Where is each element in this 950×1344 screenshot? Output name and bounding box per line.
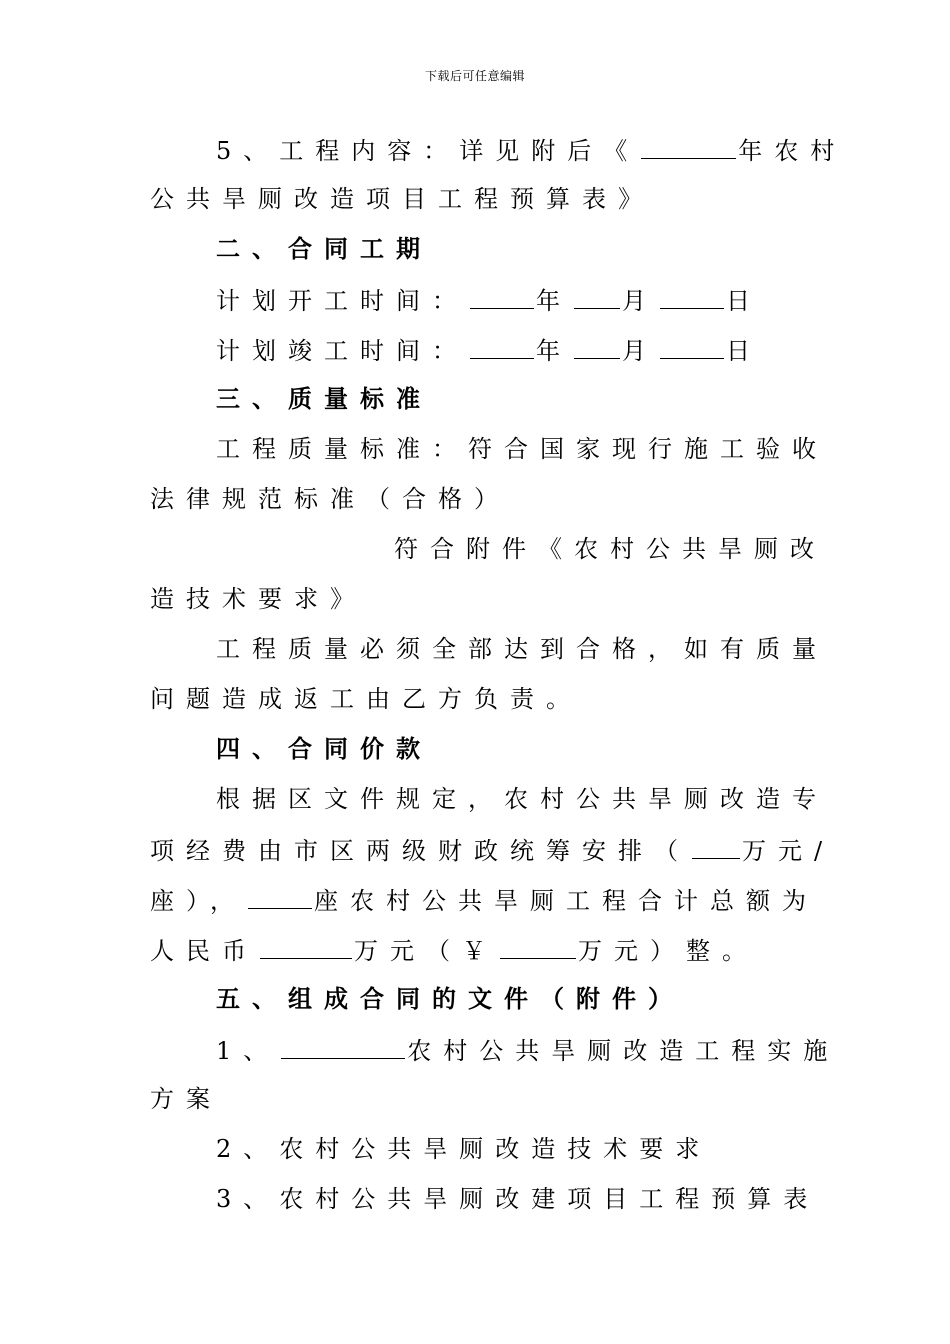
day-label: 日 bbox=[726, 337, 762, 365]
price-para-line1: 根据区文件规定，农村公共旱厕改造专 bbox=[216, 785, 828, 813]
attachment-item3: 3、农村公共旱厕改建项目工程预算表 bbox=[216, 1185, 820, 1213]
start-date-line bbox=[216, 284, 762, 316]
section-heading-period: 二、合同工期 bbox=[216, 234, 432, 263]
item5-text-post: 年农村 bbox=[738, 137, 847, 165]
price-line3-post: 座农村公共旱厕工程合计总额为 bbox=[314, 887, 818, 915]
total-amount-blank[interactable] bbox=[260, 934, 352, 959]
start-month-blank[interactable] bbox=[574, 284, 620, 309]
price-para-line3 bbox=[150, 884, 818, 916]
year-blank[interactable] bbox=[641, 134, 736, 159]
quality-para3-line2: 问题造成返工由乙方负责。 bbox=[150, 685, 582, 713]
attachment-item1-text: 农村公共旱厕改造工程实施 bbox=[407, 1037, 840, 1065]
year-label: 年 bbox=[536, 337, 572, 365]
quality-para2-line1: 符合附件《农村公共旱厕改 bbox=[394, 535, 826, 563]
start-day-blank[interactable] bbox=[660, 284, 724, 309]
item5-text-pre: 5、工程内容：详见附后《 bbox=[216, 137, 640, 165]
quality-para1-line1: 工程质量标准：符合国家现行施工验收 bbox=[216, 435, 828, 463]
unit-price-blank[interactable] bbox=[692, 834, 740, 859]
total-amount-figure-blank[interactable] bbox=[500, 934, 576, 959]
price-line2-pre: 项经费由市区两级财政统筹安排（ bbox=[150, 837, 690, 865]
toilet-count-blank[interactable] bbox=[248, 884, 312, 909]
attachment-item1-line1 bbox=[216, 1034, 839, 1066]
price-line4-mid: 万元（￥ bbox=[354, 937, 498, 965]
attachment-item1-blank[interactable] bbox=[281, 1034, 405, 1059]
end-month-blank[interactable] bbox=[574, 334, 620, 359]
price-para-line4 bbox=[150, 934, 758, 966]
price-line4-post: 万元）整。 bbox=[578, 937, 758, 965]
section-heading-price: 四、合同价款 bbox=[216, 734, 432, 763]
start-date-label: 计划开工时间： bbox=[216, 287, 468, 315]
quality-para2-line2: 造技术要求》 bbox=[150, 585, 366, 613]
page-header-note: 下载后可任意编辑 bbox=[424, 69, 525, 83]
attachment-item1-line2: 方案 bbox=[150, 1085, 222, 1113]
attachment-item1-number: 1、 bbox=[216, 1037, 280, 1065]
year-label: 年 bbox=[536, 287, 572, 315]
quality-para3-line1: 工程质量必须全部达到合格，如有质量 bbox=[216, 635, 828, 663]
month-label: 月 bbox=[622, 337, 658, 365]
start-year-blank[interactable] bbox=[470, 284, 534, 309]
item5-line2: 公共旱厕改造项目工程预算表》 bbox=[150, 185, 654, 213]
end-day-blank[interactable] bbox=[660, 334, 724, 359]
price-line2-post: 万元/ bbox=[742, 837, 835, 865]
end-date-label: 计划竣工时间： bbox=[216, 337, 468, 365]
price-para-line2 bbox=[150, 834, 834, 866]
item5-line1 bbox=[216, 134, 846, 166]
section-heading-documents: 五、组成合同的文件（附件） bbox=[216, 984, 684, 1013]
end-year-blank[interactable] bbox=[470, 334, 534, 359]
month-label: 月 bbox=[622, 287, 658, 315]
quality-para1-line2: 法律规范标准（合格） bbox=[150, 485, 510, 513]
price-line3-pre: 座）， bbox=[150, 887, 246, 915]
attachment-item2: 2、农村公共旱厕改造技术要求 bbox=[216, 1135, 712, 1163]
day-label: 日 bbox=[726, 287, 762, 315]
section-heading-quality: 三、质量标准 bbox=[216, 384, 432, 413]
price-line4-pre: 人民币 bbox=[150, 937, 258, 965]
end-date-line bbox=[216, 334, 762, 366]
